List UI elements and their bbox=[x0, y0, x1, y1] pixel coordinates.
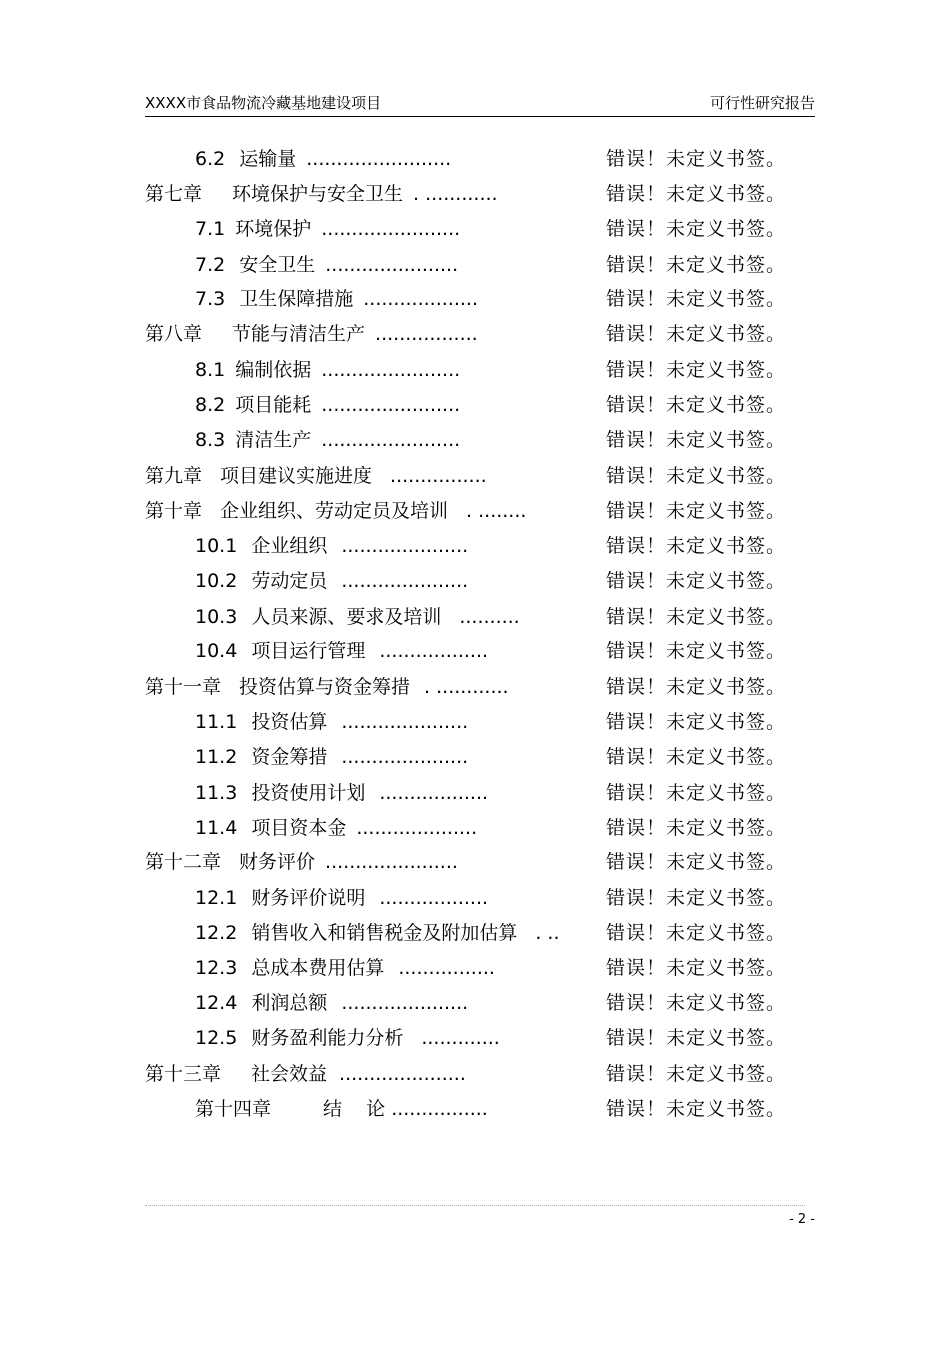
toc-entry-leader: . ........ bbox=[466, 500, 527, 522]
toc-entry-title: 项目建议实施进度 bbox=[220, 465, 373, 487]
toc-entry-page-ref: 错误！未定义书签。 bbox=[606, 323, 787, 345]
toc-entry[interactable] bbox=[195, 568, 468, 594]
toc-entry-page-ref: 错误！未定义书签。 bbox=[606, 218, 787, 240]
toc-entry-page-ref: 错误！未定义书签。 bbox=[606, 500, 787, 522]
toc-entry-title: 项目能耗 bbox=[235, 394, 312, 416]
toc-entry-leader: . ............ bbox=[424, 676, 509, 698]
toc-entry-page-ref: 错误！未定义书签。 bbox=[606, 887, 787, 909]
toc-entry-title: 编制依据 bbox=[235, 359, 312, 381]
toc-entry-leader: ..................... bbox=[341, 992, 469, 1014]
toc-entry-number: 8.1 bbox=[195, 359, 226, 381]
toc-entry[interactable] bbox=[195, 392, 460, 418]
toc-entry-number: 12.5 bbox=[195, 1027, 238, 1049]
toc-entry-page-ref: 错误！未定义书签。 bbox=[606, 429, 787, 451]
toc-entry-leader: ..................... bbox=[341, 535, 469, 557]
toc-entry-number: 12.3 bbox=[195, 957, 238, 979]
toc-entry-page-ref: 错误！未定义书签。 bbox=[606, 148, 787, 170]
toc-entry-page-ref: 错误！未定义书签。 bbox=[606, 1063, 787, 1085]
toc-entry-leader: ............. bbox=[421, 1027, 500, 1049]
toc-entry-leader: .................... bbox=[356, 817, 478, 839]
toc-entry-title: 结 论 bbox=[323, 1098, 386, 1120]
toc-entry-title: 财务评价 bbox=[239, 851, 316, 873]
toc-entry-title: 投资估算与资金筹措 bbox=[239, 676, 411, 698]
toc-entry-leader: ..................... bbox=[341, 711, 469, 733]
toc-entry-title: 安全卫生 bbox=[239, 254, 316, 276]
toc-entry-number: 12.1 bbox=[195, 887, 238, 909]
toc-entry-number: 6.2 bbox=[195, 148, 226, 170]
toc-entry-number: 11.4 bbox=[195, 817, 238, 839]
toc-entry-page-ref: 错误！未定义书签。 bbox=[606, 606, 787, 628]
toc-entry[interactable] bbox=[195, 427, 460, 453]
toc-entry-title: 劳动定员 bbox=[251, 570, 328, 592]
toc-entry-page-ref: 错误！未定义书签。 bbox=[606, 254, 787, 276]
toc-entry-number: 10.1 bbox=[195, 535, 238, 557]
toc-entry[interactable] bbox=[195, 216, 460, 242]
toc-entry-leader: ...................... bbox=[325, 851, 458, 873]
toc-entry-page-ref: 错误！未定义书签。 bbox=[606, 359, 787, 381]
toc-entry-leader: .................. bbox=[379, 887, 489, 909]
toc-entry[interactable] bbox=[195, 815, 477, 841]
document-title: XXXX市食品物流冷藏基地建设项目 bbox=[145, 94, 382, 112]
toc-entry-leader: ..................... bbox=[341, 746, 469, 768]
toc-entry-title: 项目资本金 bbox=[251, 817, 347, 839]
toc-entry-leader: ..................... bbox=[341, 570, 469, 592]
toc-entry-title: 投资使用计划 bbox=[251, 782, 366, 804]
toc-entry-title: 财务盈利能力分析 bbox=[251, 1027, 404, 1049]
toc-entry-leader: ....................... bbox=[321, 429, 461, 451]
toc-entry-number: 12.2 bbox=[195, 922, 238, 944]
toc-entry-number: 第十四章 bbox=[195, 1098, 272, 1120]
toc-entry-title: 环境保护与安全卫生 bbox=[232, 183, 404, 205]
toc-entry-title: 环境保护 bbox=[235, 218, 312, 240]
toc-entry[interactable] bbox=[145, 181, 498, 207]
toc-entry-title: 社会效益 bbox=[251, 1063, 328, 1085]
toc-entry-leader: .................. bbox=[379, 640, 489, 662]
toc-entry-leader: ...................... bbox=[325, 254, 459, 276]
toc-entry-title: 项目运行管理 bbox=[251, 640, 366, 662]
toc-entry-number: 第七章 bbox=[145, 183, 203, 205]
toc-entry-title: 投资估算 bbox=[251, 711, 328, 733]
toc-entry-number: 8.2 bbox=[195, 394, 226, 416]
toc-entry-number: 11.2 bbox=[195, 746, 238, 768]
toc-entry-title: 人员来源、要求及培训 bbox=[251, 606, 442, 628]
toc-entry[interactable] bbox=[145, 498, 526, 524]
toc-entry[interactable] bbox=[195, 920, 560, 946]
report-type: 可行性研究报告 bbox=[709, 94, 815, 112]
toc-entry-leader: ....................... bbox=[321, 218, 461, 240]
toc-entry-page-ref: 错误！未定义书签。 bbox=[606, 711, 787, 733]
toc-entry-page-ref: 错误！未定义书签。 bbox=[606, 640, 787, 662]
toc-entry[interactable] bbox=[195, 357, 460, 383]
toc-entry-leader: .................. bbox=[379, 782, 489, 804]
toc-entry-number: 7.1 bbox=[195, 218, 226, 240]
toc-entry-number: 第八章 bbox=[145, 323, 203, 345]
toc-entry-leader: ................. bbox=[375, 323, 478, 345]
toc-entry-title: 资金筹措 bbox=[251, 746, 328, 768]
toc-entry-title: 总成本费用估算 bbox=[251, 957, 385, 979]
toc-entry[interactable] bbox=[195, 533, 468, 559]
toc-entry-page-ref: 错误！未定义书签。 bbox=[606, 817, 787, 839]
toc-entry[interactable] bbox=[195, 955, 495, 981]
footer-divider bbox=[145, 1205, 805, 1206]
toc-entry[interactable] bbox=[195, 604, 520, 630]
toc-entry[interactable] bbox=[145, 674, 509, 700]
toc-entry-number: 7.3 bbox=[195, 288, 226, 310]
toc-entry[interactable] bbox=[195, 286, 478, 312]
toc-entry-number: 第十三章 bbox=[145, 1063, 222, 1085]
toc-entry-page-ref: 错误！未定义书签。 bbox=[606, 183, 787, 205]
page-number: - 2 - bbox=[789, 1212, 815, 1227]
toc-entry-number: 11.3 bbox=[195, 782, 238, 804]
toc-entry[interactable] bbox=[145, 321, 478, 347]
toc-entry-number: 第十二章 bbox=[145, 851, 222, 873]
toc-entry-leader: ..................... bbox=[339, 1063, 466, 1085]
toc-entry-title: 清洁生产 bbox=[235, 429, 312, 451]
toc-entry-title: 企业组织、劳动定员及培训 bbox=[220, 500, 449, 522]
toc-entry-leader: . .. bbox=[535, 922, 560, 944]
toc-entry[interactable] bbox=[195, 990, 468, 1016]
toc-entry-page-ref: 错误！未定义书签。 bbox=[606, 288, 787, 310]
toc-entry[interactable] bbox=[195, 744, 468, 770]
toc-entry[interactable] bbox=[145, 849, 458, 875]
toc-entry-number: 第十章 bbox=[145, 500, 203, 522]
toc-entry-page-ref: 错误！未定义书签。 bbox=[606, 570, 787, 592]
toc-entry[interactable] bbox=[195, 1096, 488, 1122]
toc-entry-title: 利润总额 bbox=[251, 992, 328, 1014]
toc-entry-leader: ........................ bbox=[306, 148, 452, 170]
toc-entry-leader: ................ bbox=[398, 957, 495, 979]
toc-entry-leader: ....................... bbox=[321, 359, 461, 381]
toc-entry-page-ref: 错误！未定义书签。 bbox=[606, 465, 787, 487]
toc-entry-title: 企业组织 bbox=[251, 535, 328, 557]
toc-entry-leader: ................ bbox=[390, 465, 487, 487]
toc-entry[interactable] bbox=[195, 146, 451, 172]
toc-entry-number: 10.2 bbox=[195, 570, 238, 592]
toc-entry-page-ref: 错误！未定义书签。 bbox=[606, 1098, 787, 1120]
toc-entry[interactable] bbox=[195, 252, 458, 278]
toc-entry-page-ref: 错误！未定义书签。 bbox=[606, 394, 787, 416]
toc-entry-number: 8.3 bbox=[195, 429, 226, 451]
toc-entry-number: 第九章 bbox=[145, 465, 203, 487]
toc-entry-page-ref: 错误！未定义书签。 bbox=[606, 957, 787, 979]
toc-entry-page-ref: 错误！未定义书签。 bbox=[606, 1027, 787, 1049]
toc-entry-leader: . ............ bbox=[413, 183, 498, 205]
toc-entry[interactable] bbox=[195, 638, 488, 664]
toc-entry-leader: ................... bbox=[363, 288, 478, 310]
toc-entry-page-ref: 错误！未定义书签。 bbox=[606, 992, 787, 1014]
toc-entry-leader: .......... bbox=[459, 606, 520, 628]
toc-entry-page-ref: 错误！未定义书签。 bbox=[606, 535, 787, 557]
toc-entry-title: 销售收入和销售税金及附加估算 bbox=[251, 922, 518, 944]
toc-entry-number: 12.4 bbox=[195, 992, 238, 1014]
toc-entry-leader: ................ bbox=[391, 1098, 488, 1120]
toc-entry-number: 10.4 bbox=[195, 640, 238, 662]
toc-entry-number: 7.2 bbox=[195, 254, 226, 276]
toc-entry-page-ref: 错误！未定义书签。 bbox=[606, 782, 787, 804]
toc-entry-page-ref: 错误！未定义书签。 bbox=[606, 851, 787, 873]
toc-entry[interactable] bbox=[195, 709, 468, 735]
toc-entry-number: 11.1 bbox=[195, 711, 238, 733]
toc-entry[interactable] bbox=[195, 1025, 500, 1051]
toc-entry-page-ref: 错误！未定义书签。 bbox=[606, 676, 787, 698]
toc-entry[interactable] bbox=[145, 463, 487, 489]
toc-entry-title: 节能与清洁生产 bbox=[232, 323, 366, 345]
toc-entry[interactable] bbox=[195, 780, 488, 806]
toc-entry-title: 财务评价说明 bbox=[251, 887, 366, 909]
toc-entry-number: 10.3 bbox=[195, 606, 238, 628]
toc-entry-title: 运输量 bbox=[239, 148, 297, 170]
toc-entry-number: 第十一章 bbox=[145, 676, 222, 698]
toc-entry-title: 卫生保障措施 bbox=[239, 288, 354, 310]
toc-entry-page-ref: 错误！未定义书签。 bbox=[606, 922, 787, 944]
toc-entry-leader: ....................... bbox=[321, 394, 461, 416]
toc-entry[interactable] bbox=[145, 1061, 466, 1087]
toc-entry-page-ref: 错误！未定义书签。 bbox=[606, 746, 787, 768]
toc-entry[interactable] bbox=[195, 885, 488, 911]
